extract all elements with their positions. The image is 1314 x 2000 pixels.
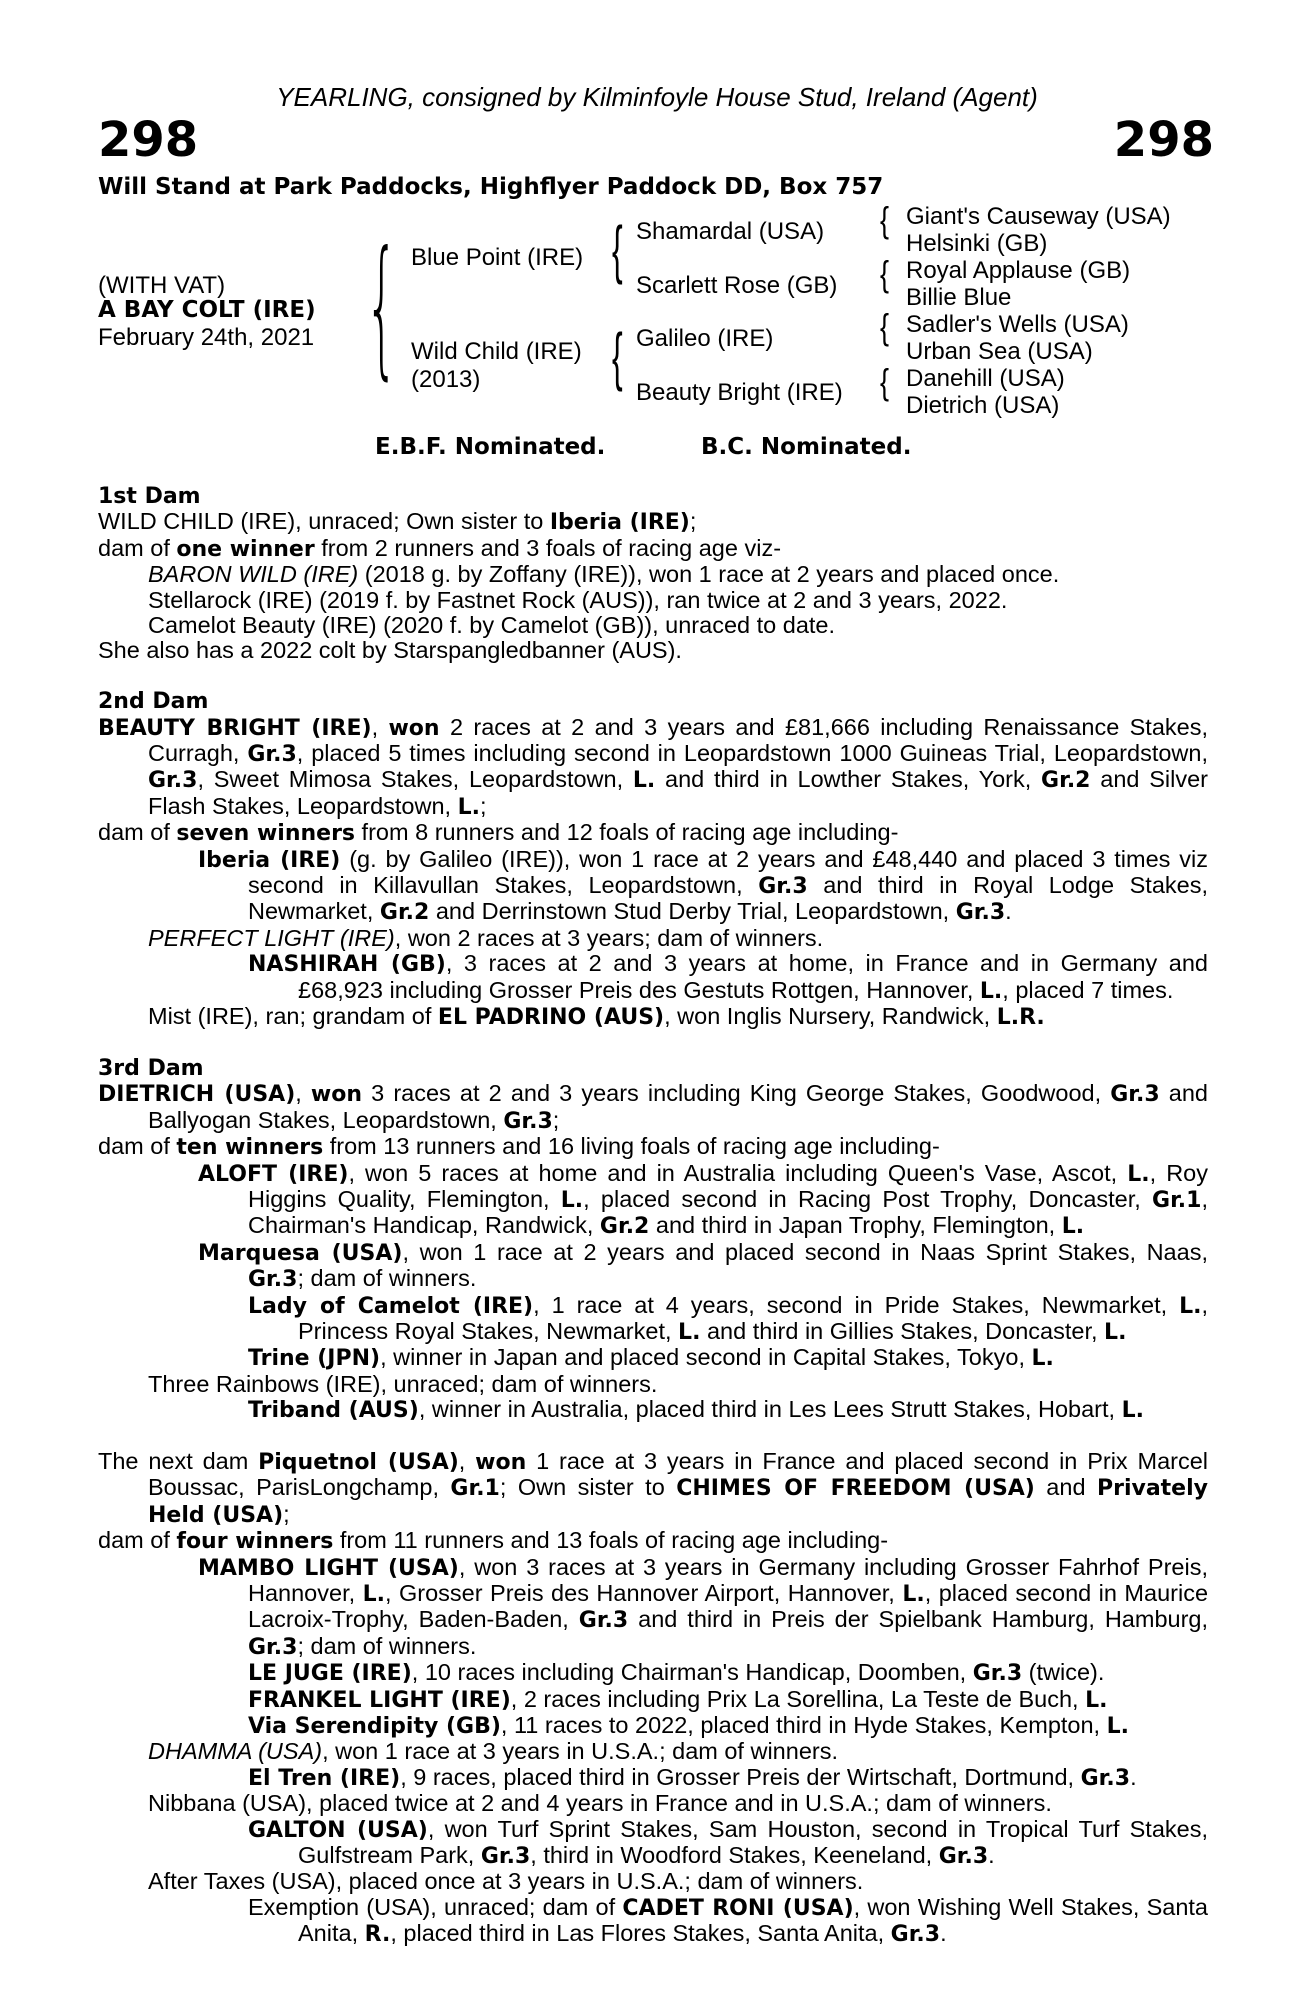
produce-record: Nibbana (USA), placed twice at 2 and 4 years in France and in U.S.A.; dam of winners. [148,1790,1052,1817]
dd-brace: { [880,361,890,402]
produce-record: dam of one winner from 2 runners and 3 foals of racing age viz- [98,534,782,562]
lot-number-right: 298 [1113,112,1214,168]
dam-section [98,1424,1208,1948]
produce-record: Iberia (IRE) (g. by Galileo (IRE)), won 1 race at 2 years and £48,440 and placed 3 times viz second in Killavullan Stakes, Leopardstown, Gr.3 and third in Royal Lodge Stakes, Newmarket, Gr.2 and Derrinstown Stud Derby Trial, Leopardstown, Gr.3. [198,845,1208,926]
dam-sire: Galileo (IRE) [636,325,774,352]
sire-sire: Shamardal (USA) [636,218,825,245]
stand-location: Will Stand at Park Paddocks, Highflyer Paddock DD, Box 757 [98,174,884,200]
sire: Blue Point (IRE) [411,244,584,271]
dam-brace: { [612,320,623,392]
produce-record: NASHIRAH (GB), 3 races at 2 and 3 years at home, in France and in Germany and £68,923 including Grosser Preis des Gestuts Rottgen, Hannover, L., placed 7 times. [248,950,1208,1004]
produce-record: Stellarock (IRE) (2019 f. by Fastnet Rock (AUS)), ran twice at 2 and 3 years, 2022. [148,586,1008,613]
dds: Danehill (USA) [906,365,1065,392]
ds-brace: { [880,306,890,347]
produce-record: LE JUGE (IRE), 10 races including Chairman's Handicap, Doomben, Gr.3 (twice). [248,1659,1105,1687]
dam: Wild Child (IRE) [411,338,582,365]
produce-record: dam of ten winners from 13 runners and 16 living foals of racing age including- [98,1133,940,1161]
horse-name: A BAY COLT (IRE) [98,297,316,323]
sdd: Billie Blue [906,284,1012,311]
sss: Giant's Causeway (USA) [906,203,1171,230]
produce-record: DHAMMA (USA), won 1 race at 3 years in U.S.A.; dam of winners. [148,1738,838,1765]
bc-nomination: B.C. Nominated. [701,434,912,460]
produce-record: El Tren (IRE), 9 races, placed third in Grosser Preis der Wirtschaft, Dortmund, Gr.3. [248,1763,1137,1791]
produce-record: ALOFT (IRE), won 5 races at home and in Australia including Queen's Vase, Ascot, L., Roy Higgins Quality, Flemington, L., placed second in Racing Post Trophy, Doncaster, Gr.1, Chairman's Handicap, Randwick, Gr.2 and third in Japan Trophy, Flemington, L. [198,1159,1208,1240]
produce-record: BEAUTY BRIGHT (IRE), won 2 races at 2 and 3 years and £81,666 including Renaissance Stakes, Curragh, Gr.3, placed 5 times including second in Leopardstown 1000 Guineas Trial, Leopardstown, Gr.3, Sweet Mimosa Stakes, Leopardstown, L. and third in Lowther Stakes, York, Gr.2 and Silver Flash Stakes, Leopardstown, L.; [98,713,1208,820]
section-title: 1st Dam [98,484,201,509]
sire-dam: Scarlett Rose (GB) [636,272,838,299]
ddd: Dietrich (USA) [906,392,1060,419]
dss: Sadler's Wells (USA) [906,311,1129,338]
dam-dam: Beauty Bright (IRE) [636,379,843,406]
produce-record: The next dam Piquetnol (USA), won 1 race at 3 years in France and placed second in Prix Marcel Boussac, ParisLongchamp, Gr.1; Own sister to CHIMES OF FREEDOM (USA) and Privately Held (USA); [98,1447,1209,1528]
produce-record: Trine (JPN), winner in Japan and placed second in Capital Stakes, Tokyo, L. [248,1344,1054,1372]
pedigree-brace: { [365,220,399,394]
dam-section [98,1056,1208,1424]
produce-record: Camelot Beauty (IRE) (2020 f. by Camelot (GB)), unraced to date. [148,612,836,639]
lot-number-left: 298 [98,112,199,168]
sds: Royal Applause (GB) [906,257,1131,284]
produce-record: dam of four winners from 11 runners and 13 foals of racing age including- [98,1527,889,1555]
foaling-date: February 24th, 2021 [98,324,315,351]
produce-record: After Taxes (USA), placed once at 3 years in U.S.A.; dam of winners. [148,1868,864,1895]
produce-record: Mist (IRE), ran; grandam of EL PADRINO (AUS), won Inglis Nursery, Randwick, L.R. [148,1003,1045,1031]
produce-record: BARON WILD (IRE) (2018 g. by Zoffany (IRE)), won 1 race at 2 years and placed once. [148,561,1060,588]
produce-record: She also has a 2022 colt by Starspangledbanner (AUS). [98,637,682,664]
produce-record: WILD CHILD (IRE), unraced; Own sister to Iberia (IRE); [98,508,697,536]
ssd: Helsinki (GB) [906,230,1048,257]
section-title: 3rd Dam [98,1055,204,1081]
produce-record: Marquesa (USA), won 1 race at 2 years and placed second in Naas Sprint Stakes, Naas, Gr.3; dam of winners. [198,1238,1208,1293]
produce-record: Lady of Camelot (IRE), 1 race at 4 years, second in Pride Stakes, Newmarket, L., Princess Royal Stakes, Newmarket, L. and third in Gillies Stakes, Doncaster, L. [248,1291,1208,1345]
catalogue-body [98,484,1208,1948]
dam-section [98,689,1208,1030]
ebf-nomination: E.B.F. Nominated. [375,434,606,460]
consignor-header: YEARLING, consigned by Kilminfoyle House Stud, Ireland (Agent) [276,82,1038,112]
produce-record: Via Serendipity (GB), 11 races to 2022, placed third in Hyde Stakes, Kempton, L. [248,1712,1129,1740]
ss-brace: { [880,199,890,240]
vat-note: (WITH VAT) [98,272,226,299]
produce-record: MAMBO LIGHT (USA), won 3 races at 3 years in Germany including Grosser Fahrhof Preis, Hannover, L., Grosser Preis des Hannover Airport, Hannover, L., placed second in Maurice Lacroix-Trophy, Baden-Baden, Gr.3 and third in Preis der Spielbank Hamburg, Hamburg, Gr.3; dam of winners. [198,1553,1209,1660]
sd-brace: { [880,253,890,294]
produce-record: PERFECT LIGHT (IRE), won 2 races at 3 years; dam of winners. [148,924,824,951]
dam-year: (2013) [411,366,481,393]
produce-record: Exemption (USA), unraced; dam of CADET RONI (USA), won Wishing Well Stakes, Santa Anita, R., placed third in Las Flores Stakes, Santa Anita, Gr.3. [248,1893,1208,1948]
produce-record: Three Rainbows (IRE), unraced; dam of winners. [148,1370,658,1397]
produce-record: GALTON (USA), won Turf Sprint Stakes, Sam Houston, second in Tropical Turf Stakes, Gulfstream Park, Gr.3, third in Woodford Stakes, Keeneland, Gr.3. [248,1815,1208,1870]
produce-record: FRANKEL LIGHT (IRE), 2 races including Prix La Sorellina, La Teste de Buch, L. [248,1685,1108,1713]
dsd: Urban Sea (USA) [906,338,1093,365]
produce-record: DIETRICH (USA), won 3 races at 2 and 3 years including King George Stakes, Goodwood, Gr.3 and Ballyogan Stakes, Leopardstown, Gr.3; [98,1080,1208,1134]
produce-record: dam of seven winners from 8 runners and 12 foals of racing age including- [98,819,899,847]
section-title: 2nd Dam [98,689,209,715]
dam-section [98,484,1208,664]
sire-brace: { [612,213,623,285]
produce-record: Triband (AUS), winner in Australia, placed third in Les Lees Strutt Stakes, Hobart, L. [248,1396,1144,1424]
